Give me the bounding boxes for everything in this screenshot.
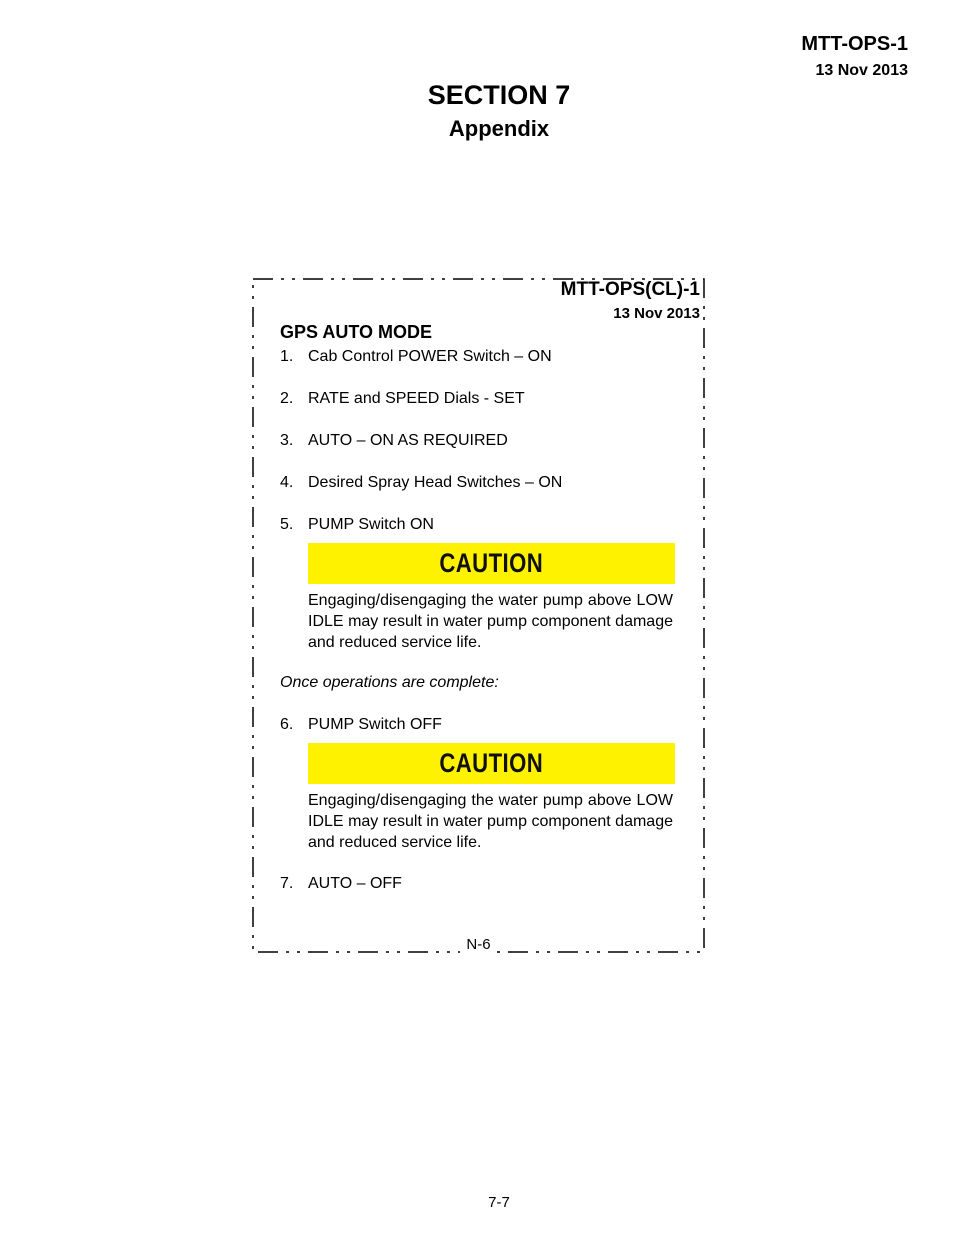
step-item — [280, 390, 525, 408]
step-text: Desired Spray Head Switches – ON — [308, 474, 563, 491]
document-id: MTT-OPS-1 — [801, 33, 908, 55]
caution-label: CAUTION — [439, 748, 544, 778]
step-text: AUTO – ON AS REQUIRED — [308, 432, 508, 449]
step-number: 2. — [280, 390, 294, 407]
step-text: PUMP Switch ON — [308, 516, 434, 533]
page-number: 7-7 — [488, 1194, 510, 1211]
caution-banner — [308, 743, 675, 784]
step-text: RATE and SPEED Dials - SET — [308, 390, 525, 407]
caution-banner — [308, 543, 675, 584]
note-text: Once operations are complete: — [280, 674, 499, 691]
caution-text: Engaging/disengaging the water pump above LOW IDLE may result in water pump component damage and reduced service life. — [308, 592, 673, 651]
caution-text: Engaging/disengaging the water pump above LOW IDLE may result in water pump component damage and reduced service life. — [308, 792, 673, 851]
step-item — [280, 516, 434, 534]
step-text: AUTO – OFF — [308, 875, 402, 892]
step-number: 7. — [280, 875, 294, 892]
step-number: 5. — [280, 516, 294, 533]
card-page-label — [252, 936, 705, 953]
step-number: 1. — [280, 348, 294, 365]
step-item — [280, 474, 562, 492]
checklist-card — [252, 278, 705, 953]
document-date: 13 Nov 2013 — [815, 62, 908, 79]
step-number: 6. — [280, 716, 294, 733]
step-text: PUMP Switch OFF — [308, 716, 442, 733]
card-document-id: MTT-OPS(CL)-1 — [560, 279, 700, 300]
step-item — [280, 432, 508, 450]
step-item — [280, 875, 402, 893]
card-page-number: N-6 — [460, 936, 496, 953]
caution-label: CAUTION — [439, 548, 544, 578]
step-text: Cab Control POWER Switch – ON — [308, 348, 552, 365]
step-item — [280, 348, 552, 366]
card-date: 13 Nov 2013 — [613, 305, 700, 322]
section-title: SECTION 7 — [427, 80, 571, 110]
step-number: 3. — [280, 432, 294, 449]
card-heading: GPS AUTO MODE — [280, 322, 433, 342]
section-subtitle: Appendix — [448, 116, 550, 141]
step-number: 4. — [280, 474, 294, 491]
step-item — [280, 716, 442, 734]
